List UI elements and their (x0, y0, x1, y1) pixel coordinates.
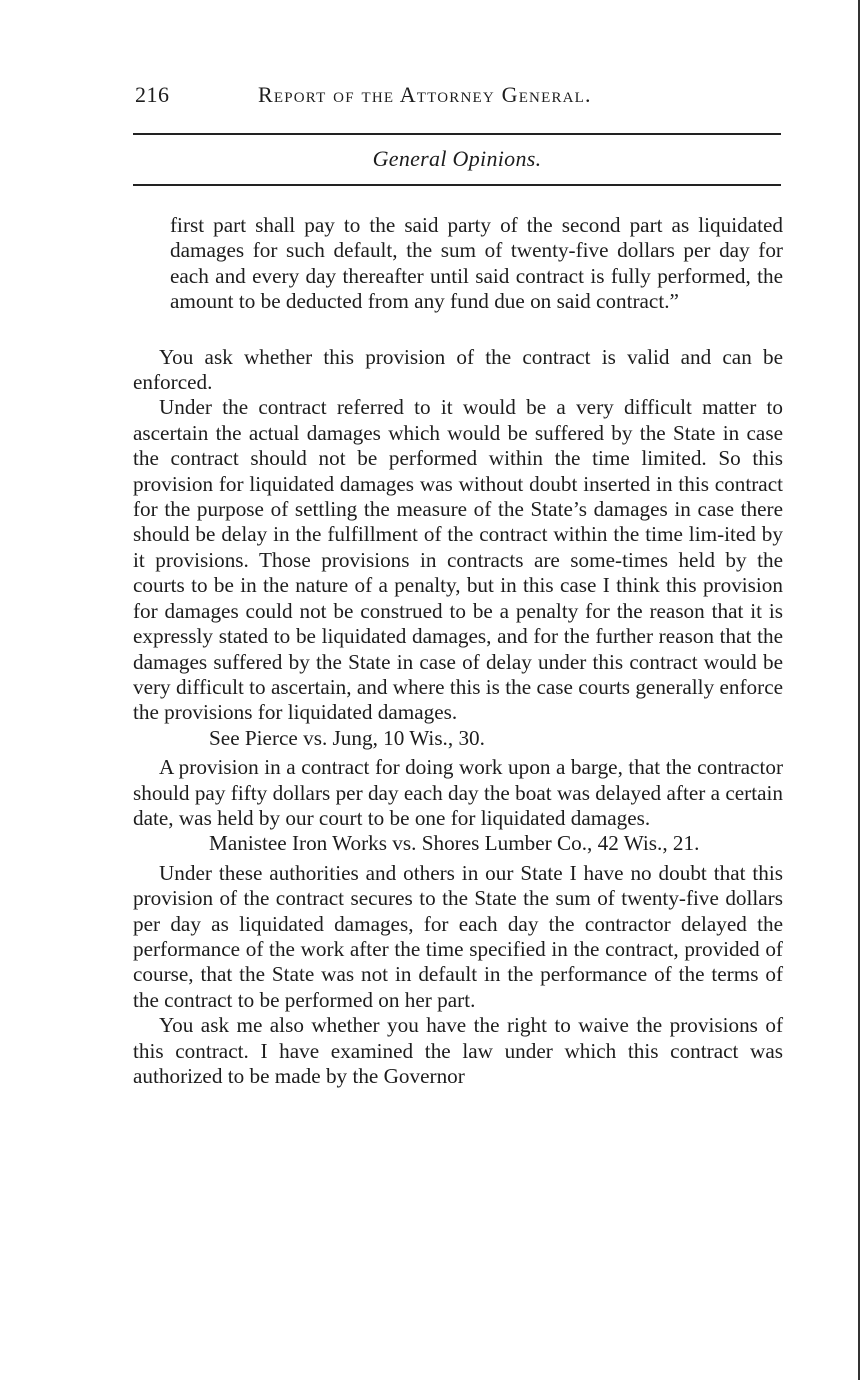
section-title: General Opinions. (372, 146, 542, 171)
paragraph-barge-case: A provision in a contract for doing work upon a barge, that the contractor should pay fifty dollars per day each day the boat was delayed after a certain date, was held by our court to be one for liquidated damages. (133, 755, 783, 830)
page-header (133, 82, 783, 114)
running-title: Report of the Attorney General. (258, 82, 592, 107)
citation-manistee: Manistee Iron Works vs. Shores Lumber Co., 42 Wis., 21. (209, 831, 700, 856)
bottom-rule (133, 184, 781, 186)
quoted-contract-clause: first part shall pay to the said party of the second part as liquidated damages for such default, the sum of twenty-five dollars per day for each and every day thereafter until said contract is fully performed, the amount to be deducted from any fund due on said contract.” (170, 213, 783, 314)
paragraph-waiver: You ask me also whether you have the right to waive the provisions of this contract. I have examined the law under which this contract was authorized to be made by the Governor (133, 1013, 783, 1088)
page-edge-line (858, 0, 860, 1380)
paragraph-analysis: Under the contract referred to it would be a very difficult matter to ascertain the actual damages which would be suffered by the State in case the contract should not be performed within the time limited. So this provision for liquidated damages was without doubt inserted in this contract for the purpose of settling the measure of the State’s damages in case there should be delay in the fulfillment of the contract within the time lim-ited by it provisions. Those provisions in contracts are some-times held by the courts to be in the nature of a penalty, but in this case I think this provision for damages could not be construed to be a penalty for the reason that it is expressly stated to be liquidated damages, and for the further reason that the damages suffered by the State in case of delay under this contract would be very difficult to ascertain, and where this is the case courts generally enforce the provisions for liquidated damages. (133, 395, 783, 725)
paragraph-question: You ask whether this provision of the contract is valid and can be enforced. (133, 344, 783, 395)
top-rule (133, 133, 781, 135)
body-text (133, 213, 783, 1089)
paragraph-conclusion: Under these authorities and others in our State I have no doubt that this provision of the contract secures to the State the sum of twenty-five dollars per day as liquidated damages, for each day the contractor delayed the performance of the work after the time specified in the contract, provided of course, that the State was not in default in the performance of the terms of the contract to be performed on her part. (133, 860, 783, 1012)
citation-pierce: See Pierce vs. Jung, 10 Wis., 30. (209, 725, 485, 750)
page-number: 216 (135, 82, 170, 107)
